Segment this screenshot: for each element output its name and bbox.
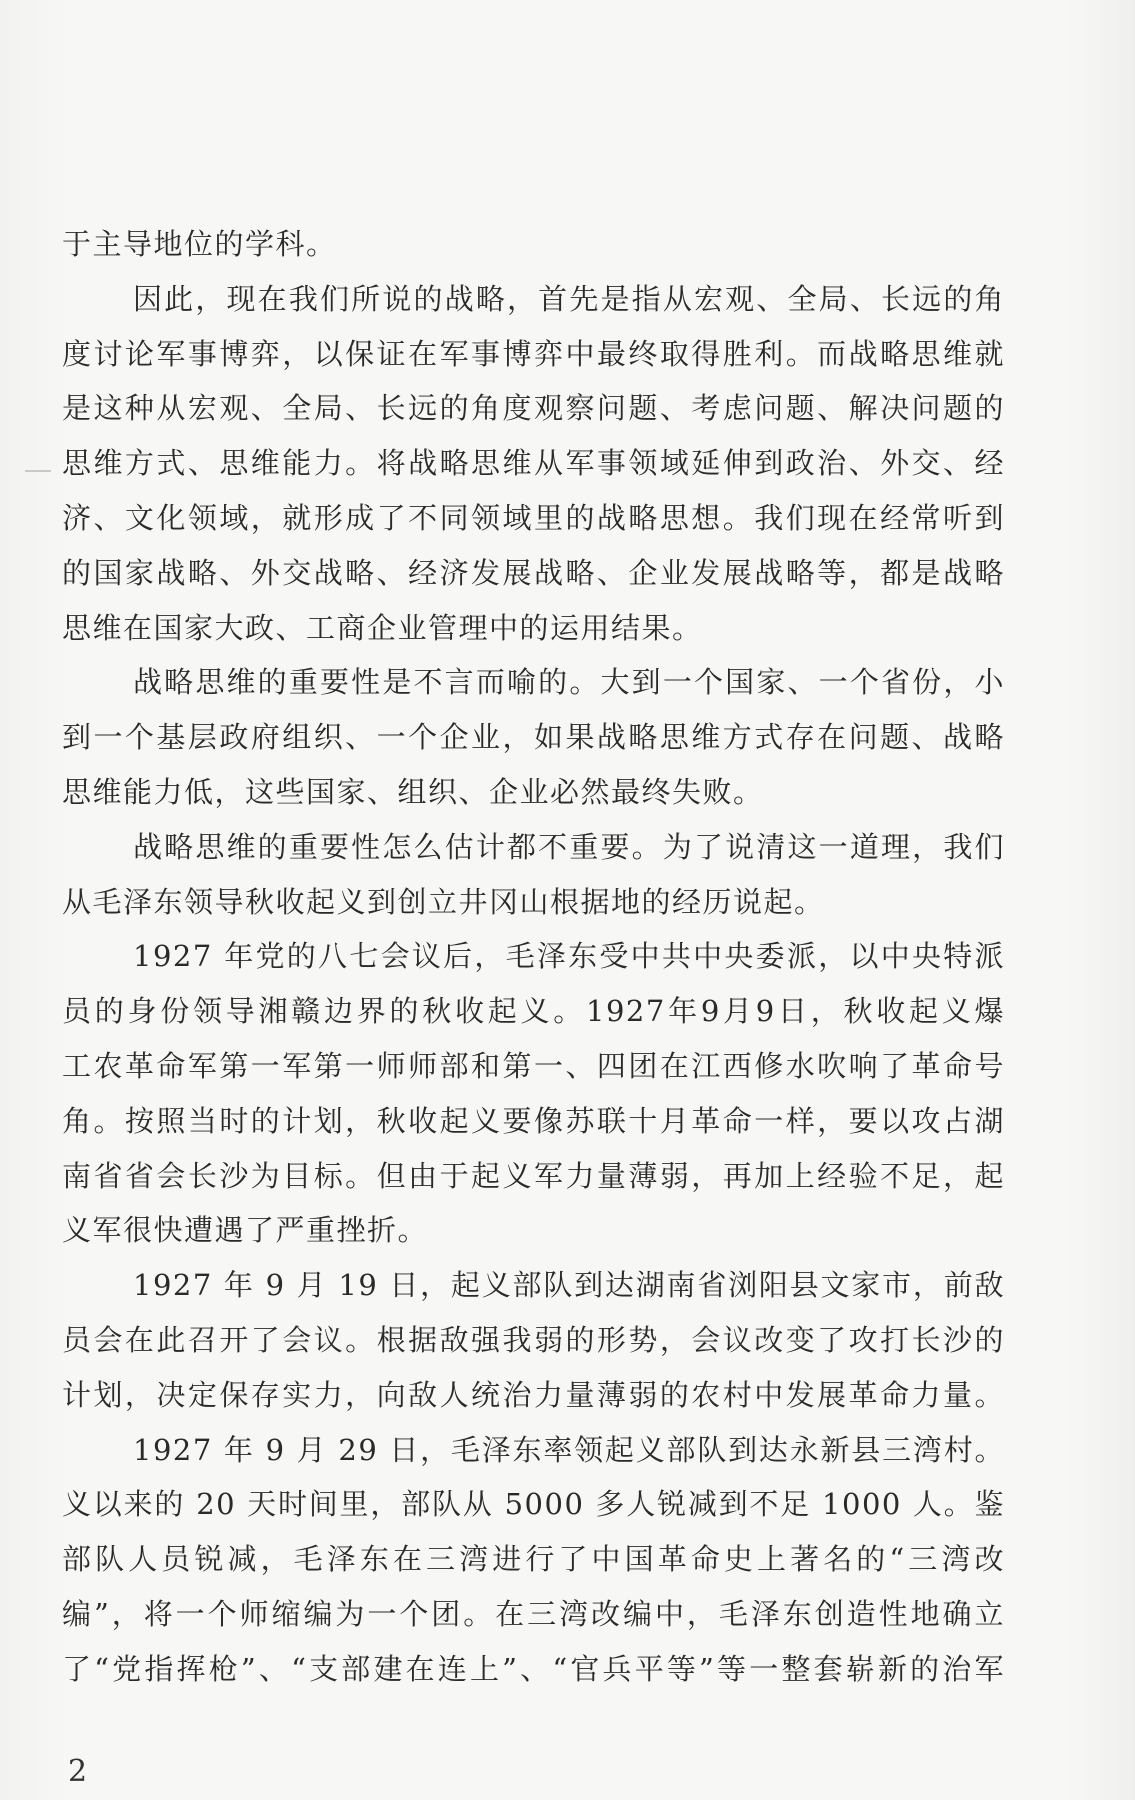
text-line: 于主导地位的学科。 [62, 227, 337, 261]
text-line: 战略思维的重要性是不言而喻的。大到一个国家、一个省份，小 [133, 665, 1005, 700]
text-line: 思维能力低，这些国家、组织、企业必然最终失败。 [62, 774, 764, 809]
text-line: 工农革命军第一军第一师师部和第一、四团在江西修水吹响了革命号 [62, 1048, 1005, 1083]
body-text [62, 217, 1005, 1697]
paragraph [62, 272, 1005, 656]
text-line: 1927 年 9 月 29 日，毛泽东率领起义部队到达永新县三湾村。 [133, 1432, 1005, 1467]
text-line: 到一个基层政府组织、一个企业，如果战略思维方式存在问题、战略 [62, 720, 1005, 755]
text-line: 义以来的 20 天时间里，部队从 5000 多人锐减到不足 1000 人。鉴 [62, 1487, 1005, 1522]
paragraph [62, 820, 1005, 930]
text-line: 战略思维的重要性怎么估计都不重要。为了说清这一道理，我们 [133, 829, 1005, 864]
text-line: 1927 年 9 月 19 日，起义部队到达湖南省浏阳县文家市，前敌 [133, 1268, 1005, 1303]
paragraph [62, 655, 1005, 819]
text-line: 的国家战略、外交战略、经济发展战略、企业发展战略等，都是战略 [62, 555, 1005, 590]
scan-mark [25, 470, 51, 472]
text-line: 度讨论军事博弈，以保证在军事博弈中最终取得胜利。而战略思维就 [62, 336, 1005, 371]
paragraph [62, 1258, 1005, 1422]
text-line: 部队人员锐减，毛泽东在三湾进行了中国革命史上著名的“三湾改 [62, 1542, 1005, 1577]
text-line: 员的身份领导湘赣边界的秋收起义。1927年9月9日，秋收起义爆 [62, 994, 1005, 1029]
text-line: 从毛泽东领导秋收起义到创立井冈山根据地的经历说起。 [62, 884, 825, 919]
text-line: 了“党指挥枪”、“支部建在连上”、“官兵平等”等一整套崭新的治军 [62, 1651, 1005, 1686]
text-line: 1927 年党的八七会议后，毛泽东受中共中央委派，以中央特派 [133, 939, 1005, 974]
text-line: 南省省会长沙为目标。但由于起义军力量薄弱，再加上经验不足，起 [62, 1158, 1005, 1193]
text-line: 因此，现在我们所说的战略，首先是指从宏观、全局、长远的角 [133, 281, 1005, 316]
text-line: 角。按照当时的计划，秋收起义要像苏联十月革命一样，要以攻占湖 [62, 1103, 1005, 1138]
paragraph [62, 1423, 1005, 1697]
text-line: 义军很快遭遇了严重挫折。 [62, 1213, 429, 1248]
text-line: 思维在国家大政、工商企业管理中的运用结果。 [62, 610, 703, 645]
text-line: 思维方式、思维能力。将战略思维从军事领域延伸到政治、外交、经 [62, 446, 1005, 481]
paragraph [62, 929, 1005, 1258]
text-line: 计划，决定保存实力，向敌人统治力量薄弱的农村中发展革命力量。 [62, 1377, 1005, 1412]
text-line: 编”，将一个师缩编为一个团。在三湾改编中，毛泽东创造性地确立 [62, 1596, 1005, 1631]
text-line: 员会在此召开了会议。根据敌强我弱的形势，会议改变了攻打长沙的 [62, 1322, 1005, 1357]
paragraph [62, 217, 1005, 272]
page-number: 2 [68, 1754, 88, 1789]
text-line: 是这种从宏观、全局、长远的角度观察问题、考虑问题、解决问题的 [62, 391, 1005, 426]
text-line: 济、文化领域，就形成了不同领域里的战略思想。我们现在经常听到 [62, 500, 1005, 535]
